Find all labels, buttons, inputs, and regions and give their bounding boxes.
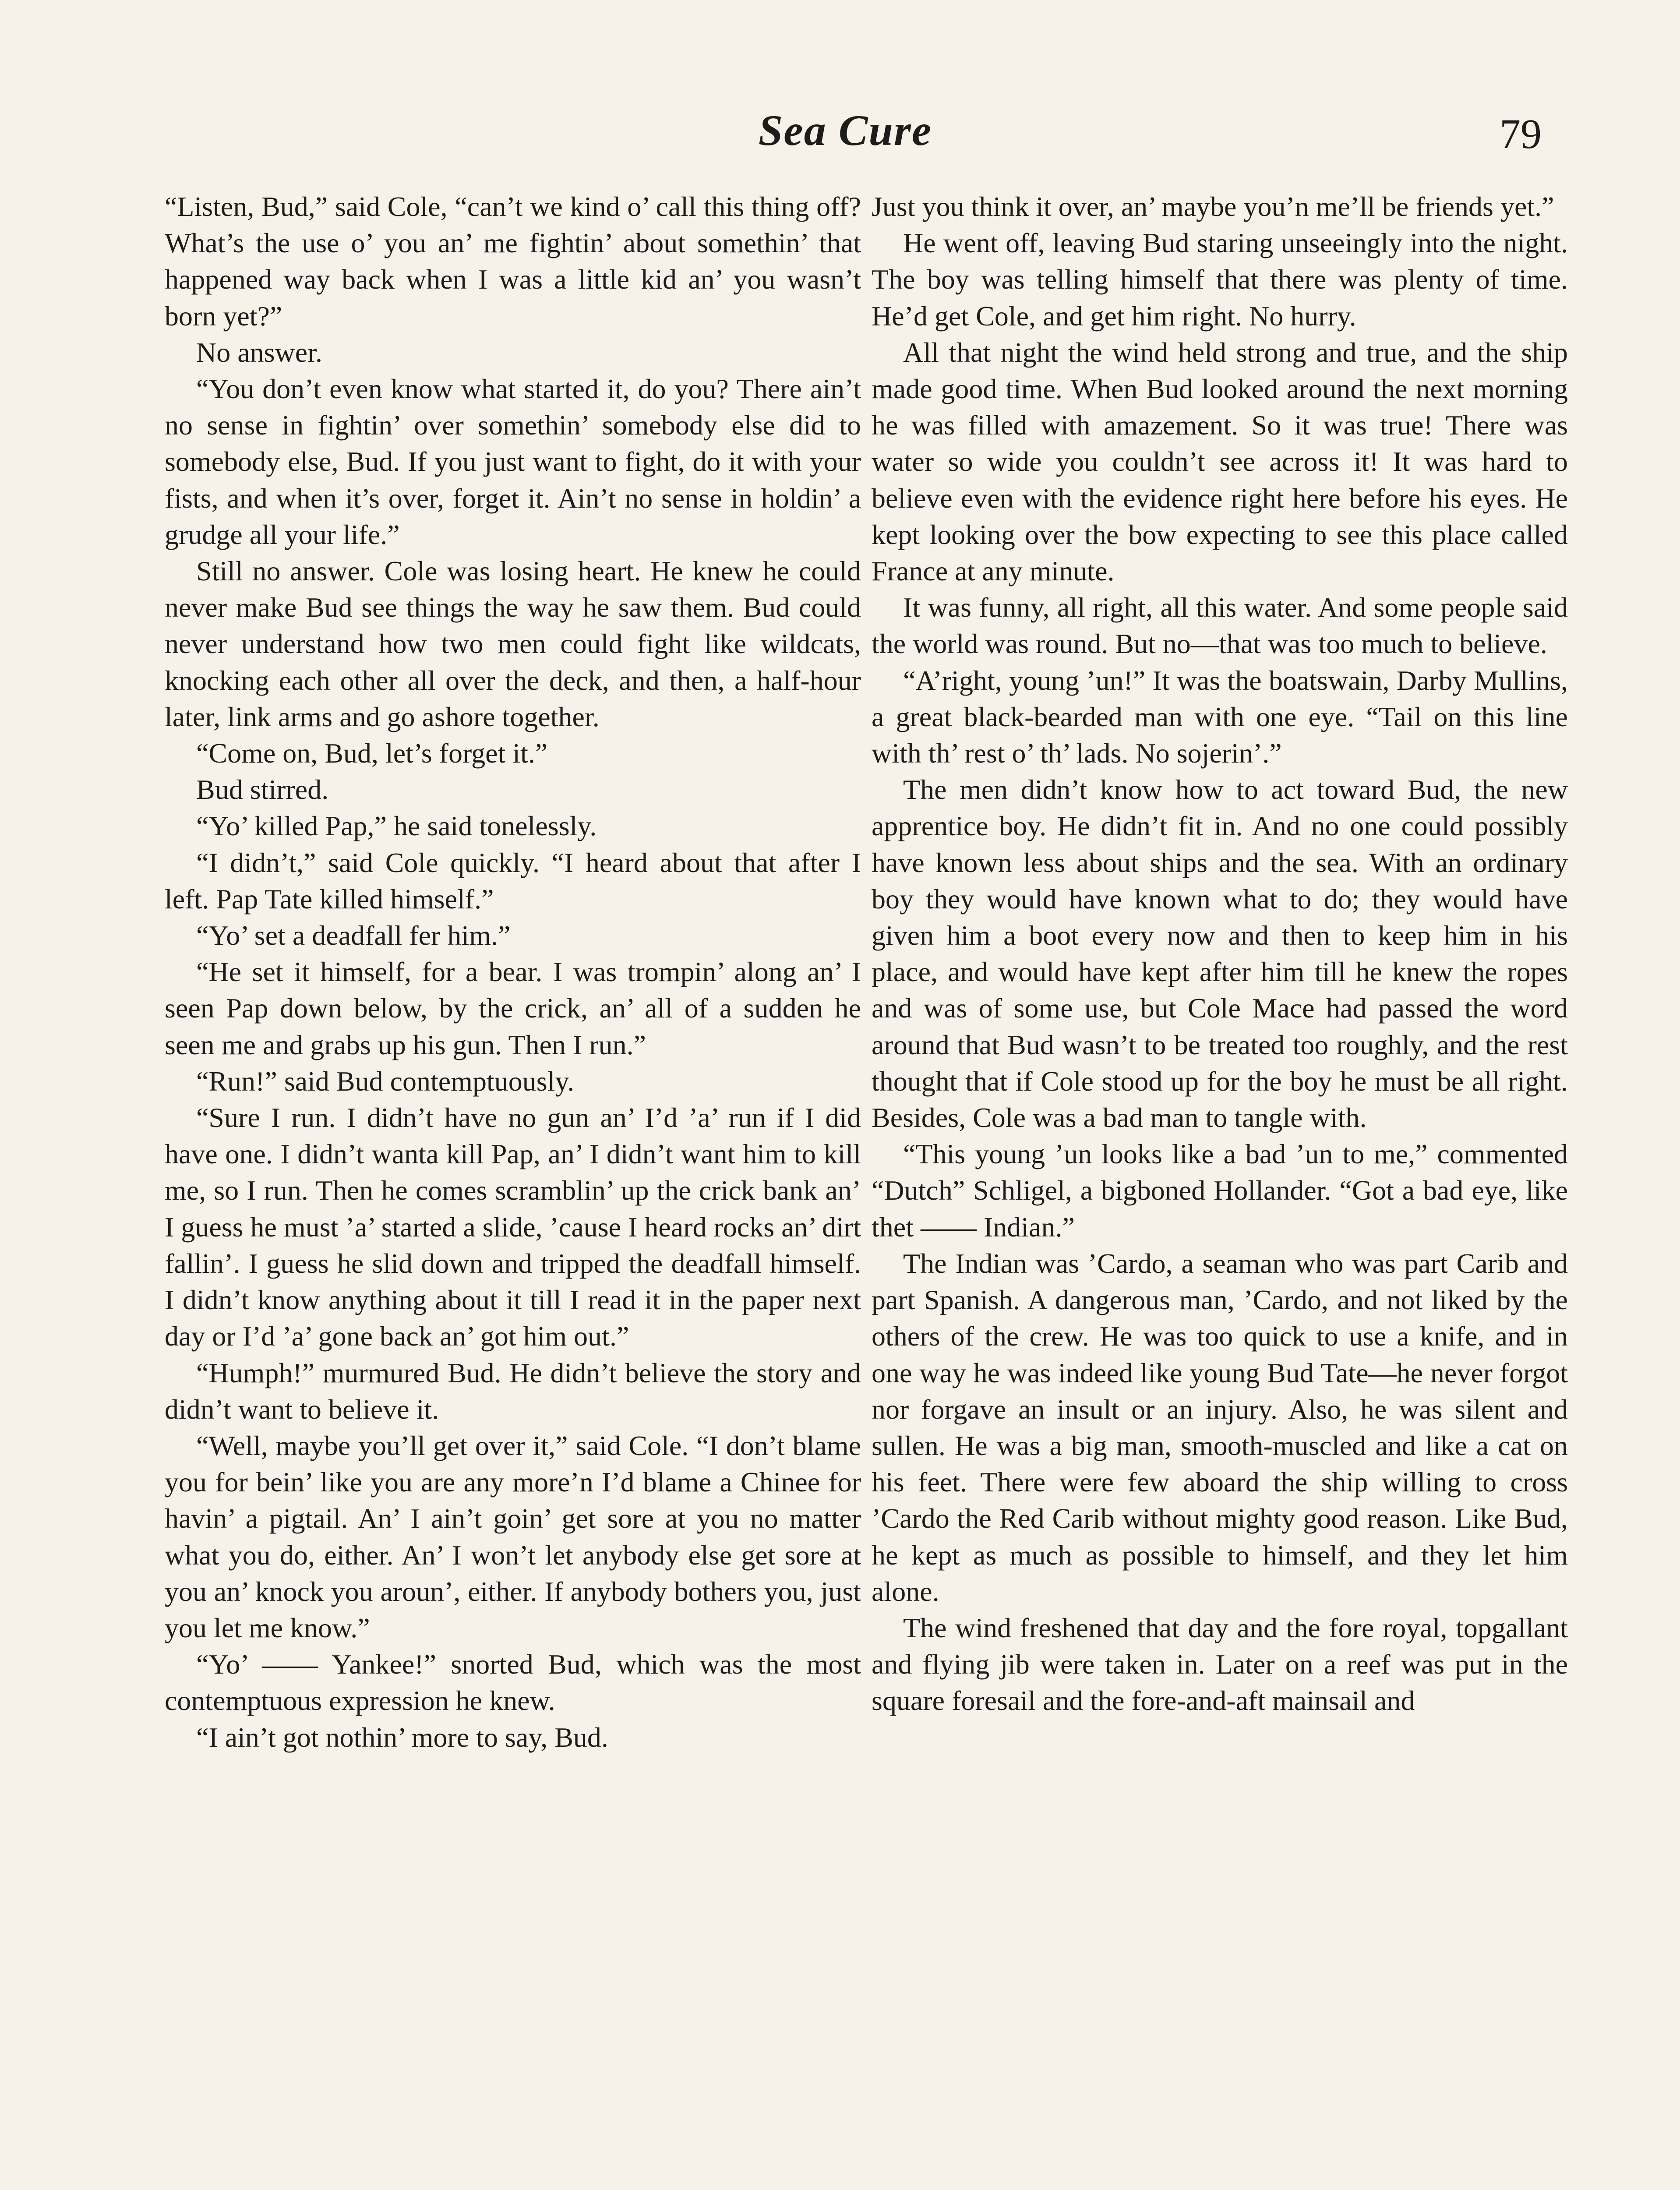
paragraph: “Well, maybe you’ll get over it,” said Cole. “I don’t blame you for bein’ like you are any more’n I’d blame a Chinee for havin’ a pigtail. An’ I ain’t goin’ get sore at you no matter what you do, either. An’ I won’t let anybody else get sore at you an’ knock you aroun’, either. If anybody bothers you, just you let me know.”: [165, 1430, 861, 1643]
paragraph: Bud stirred.: [196, 774, 329, 805]
text-column-left: [165, 188, 861, 2190]
paragraph: The Indian was ’Cardo, a seaman who was part Carib and part Spanish. A dangerous man, ’Cardo, and not liked by the others of the crew. He was too quick to use a knife, and in one way he was indeed like young Bud Tate—he never forgot nor forgave an insult or an injury. Also, he was silent and sullen. He was a big man, smooth-muscled and like a cat on his feet. There were few aboard the ship willing to cross ’Cardo the Red Carib without mighty good reason. Like Bud, he kept as much as possible to himself, and they let him alone.: [872, 1247, 1568, 1607]
paragraph: Just you think it over, an’ maybe you’n me’ll be friends yet.”: [872, 191, 1554, 222]
page-number: 79: [1500, 110, 1542, 157]
paragraph: “I ain’t got nothin’ more to say, Bud.: [196, 1721, 608, 1753]
paragraph: “Yo’ —— Yankee!” snorted Bud, which was the most contemptuous expression he knew.: [165, 1649, 861, 1717]
paragraph: “A’right, young ’un!” It was the boatswain, Darby Mullins, a great black-bearded man with one eye. “Tail on this line with th’ rest o’ th’ lads. No sojerin’.”: [872, 664, 1568, 769]
paragraph: “Yo’ killed Pap,” he said tonelessly.: [196, 810, 597, 842]
paragraph: “Come on, Bud, let’s forget it.”: [196, 738, 548, 769]
paragraph: “Run!” said Bud contemptuously.: [196, 1065, 575, 1097]
paragraph: The men didn’t know how to act toward Bud, the new apprentice boy. He didn’t fit in. And no one could possibly have known less about ships and the sea. With an ordinary boy they would have known what to do; they would have given him a boot every now and then to keep him in his place, and would have kept after him till he knew the ropes and was of some use, but Cole Mace had passed the word around that Bud wasn’t to be treated too roughly, and the rest thought that if Cole stood up for the boy he must be all right. Besides, Cole was a bad man to tangle with.: [872, 774, 1568, 1134]
paragraph: He went off, leaving Bud staring unseeingly into the night. The boy was telling himself that there was plenty of time. He’d get Cole, and get him right. No hurry.: [872, 227, 1568, 332]
paragraph: “He set it himself, for a bear. I was trompin’ along an’ I seen Pap down below, by the crick, an’ all of a sudden he seen me and grabs up his gun. Then I run.”: [165, 956, 861, 1060]
paragraph: Still no answer. Cole was losing heart. He knew he could never make Bud see things the way he saw them. Bud could never understand how two men could fight like wildcats, knocking each other all over the deck, and then, a half-hour later, link arms and go ashore together.: [165, 555, 861, 732]
paragraph: All that night the wind held strong and true, and the ship made good time. When Bud looked around the next morning he was filled with amazement. So it was true! There was water so wide you couldn’t see across it! It was hard to believe even with the evidence right here before his eyes. He kept looking over the bow expecting to see this place called France at any minute.: [872, 336, 1568, 587]
paragraph: No answer.: [196, 336, 322, 368]
paragraph: “Sure I run. I didn’t have no gun an’ I’d ’a’ run if I did have one. I didn’t wanta kill Pap, an’ I didn’t want him to kill me, so I run. Then he comes scramblin’ up the crick bank an’ I guess he must ’a’ started a slide, ’cause I heard rocks an’ dirt fallin’. I guess he slid down and tripped the deadfall himself. I didn’t know anything about it till I read it in the paper next day or I’d ’a’ gone back an’ got him out.”: [165, 1102, 861, 1352]
paragraph: “Listen, Bud,” said Cole, “can’t we kind o’ call this thing off? What’s the use o’ you an’ me fightin’ about somethin’ that happened way back when I was a little kid an’ you wasn’t born yet?”: [165, 191, 861, 332]
paragraph: “Humph!” murmured Bud. He didn’t believe the story and didn’t want to believe it.: [165, 1357, 861, 1425]
text-column-right: [872, 188, 1568, 2190]
paragraph: “Yo’ set a deadfall fer him.”: [196, 920, 511, 951]
paragraph: “This young ’un looks like a bad ’un to me,” commented “Dutch” Schligel, a bigboned Hollander. “Got a bad eye, like thet —— Indian.”: [872, 1138, 1568, 1243]
paragraph: “You don’t even know what started it, do you? There ain’t no sense in fightin’ over somethin’ somebody else did to somebody else, Bud. If you just want to fight, do it with your fists, and when it’s over, forget it. Ain’t no sense in holdin’ a grudge all your life.”: [165, 373, 861, 550]
paragraph: It was funny, all right, all this water. And some people said the world was round. But no—that was too much to believe.: [872, 592, 1568, 660]
running-title: Sea Cure: [758, 106, 932, 155]
paragraph: The wind freshened that day and the fore royal, topgallant and flying jib were taken in. Later on a reef was put in the square foresail and the fore-and-aft mainsail and: [872, 1612, 1568, 1717]
paragraph: “I didn’t,” said Cole quickly. “I heard about that after I left. Pap Tate killed himself.”: [165, 847, 861, 915]
